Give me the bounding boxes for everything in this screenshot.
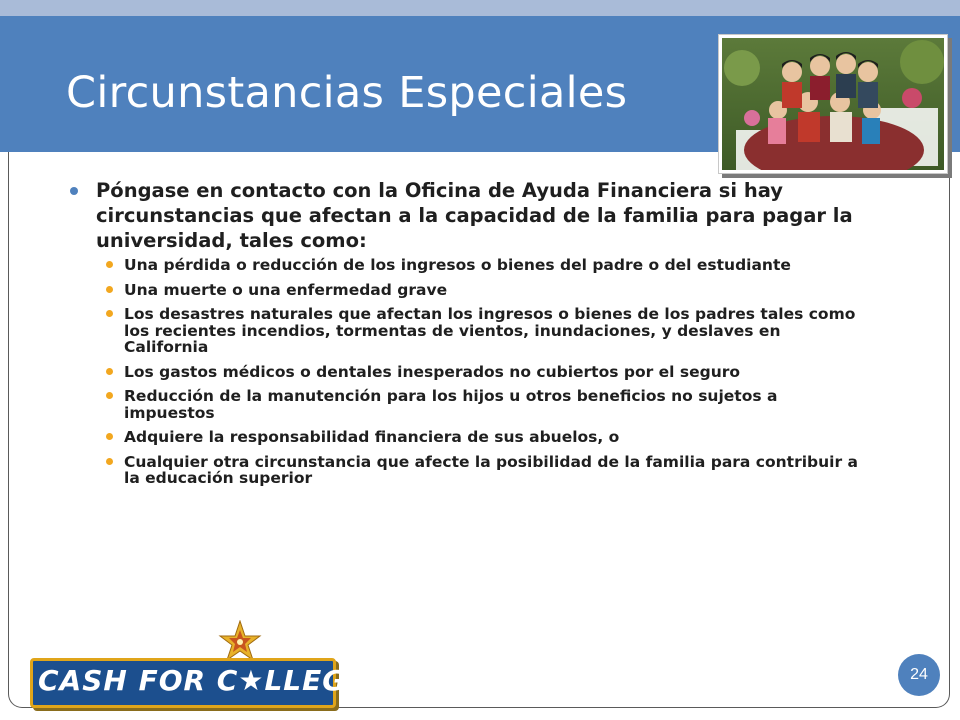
family-photo-image <box>722 38 944 170</box>
sub-bullet-icon <box>106 458 113 465</box>
sub-bullet-text: Adquiere la responsabilidad financiera de sus abuelos, o <box>124 428 620 446</box>
top-accent-strip <box>0 0 960 16</box>
sub-bullet-icon <box>106 368 113 375</box>
sub-bullet-item <box>70 388 870 421</box>
slide-title: Circunstancias Especiales <box>66 68 628 118</box>
sub-bullet-text: Cualquier otra circunstancia que afecte la posibilidad de la familia para contribuir a la educación superior <box>124 452 858 487</box>
sub-bullet-item <box>70 282 870 299</box>
cash-for-college-logo <box>22 620 367 710</box>
main-bullet-point <box>70 178 870 253</box>
sub-bullet-icon <box>106 261 113 268</box>
sub-bullet-icon <box>106 433 113 440</box>
sub-bullet-icon <box>106 286 113 293</box>
sub-bullet-text: Una pérdida o reducción de los ingresos o bienes del padre o del estudiante <box>124 256 791 274</box>
sub-bullet-text: Una muerte o una enfermedad grave <box>124 280 448 299</box>
sub-bullet-item <box>70 429 870 446</box>
family-photo <box>718 34 948 174</box>
sub-bullet-list <box>70 257 870 487</box>
logo-text: CASH FOR C★LLEGE <box>38 664 367 697</box>
sub-bullet-text: Los gastos médicos o dentales inesperados no cubiertos por el seguro <box>124 362 741 381</box>
sub-bullet-item <box>70 257 870 274</box>
page-number-badge: 24 <box>898 654 940 696</box>
content-area <box>70 178 870 495</box>
main-point-text: Póngase en contacto con la Oficina de Ayuda Financiera si hay circunstancias que afectan a la capacidad de la familia para pagar la universidad, tales como: <box>96 179 853 252</box>
sub-bullet-item <box>70 454 870 487</box>
main-bullet-icon <box>70 187 78 195</box>
sub-bullet-item <box>70 306 870 356</box>
sub-bullet-text: Los desastres naturales que afectan los ingresos o bienes de los padres tales como los recientes incendios, tormentas de vientos, inundaciones, y deslaves en California <box>124 305 856 356</box>
sub-bullet-item <box>70 364 870 381</box>
sub-bullet-icon <box>106 310 113 317</box>
sub-bullet-text: Reducción de la manutención para los hijos u otros beneficios no sujetos a impuestos <box>124 387 778 422</box>
sub-bullet-icon <box>106 392 113 399</box>
